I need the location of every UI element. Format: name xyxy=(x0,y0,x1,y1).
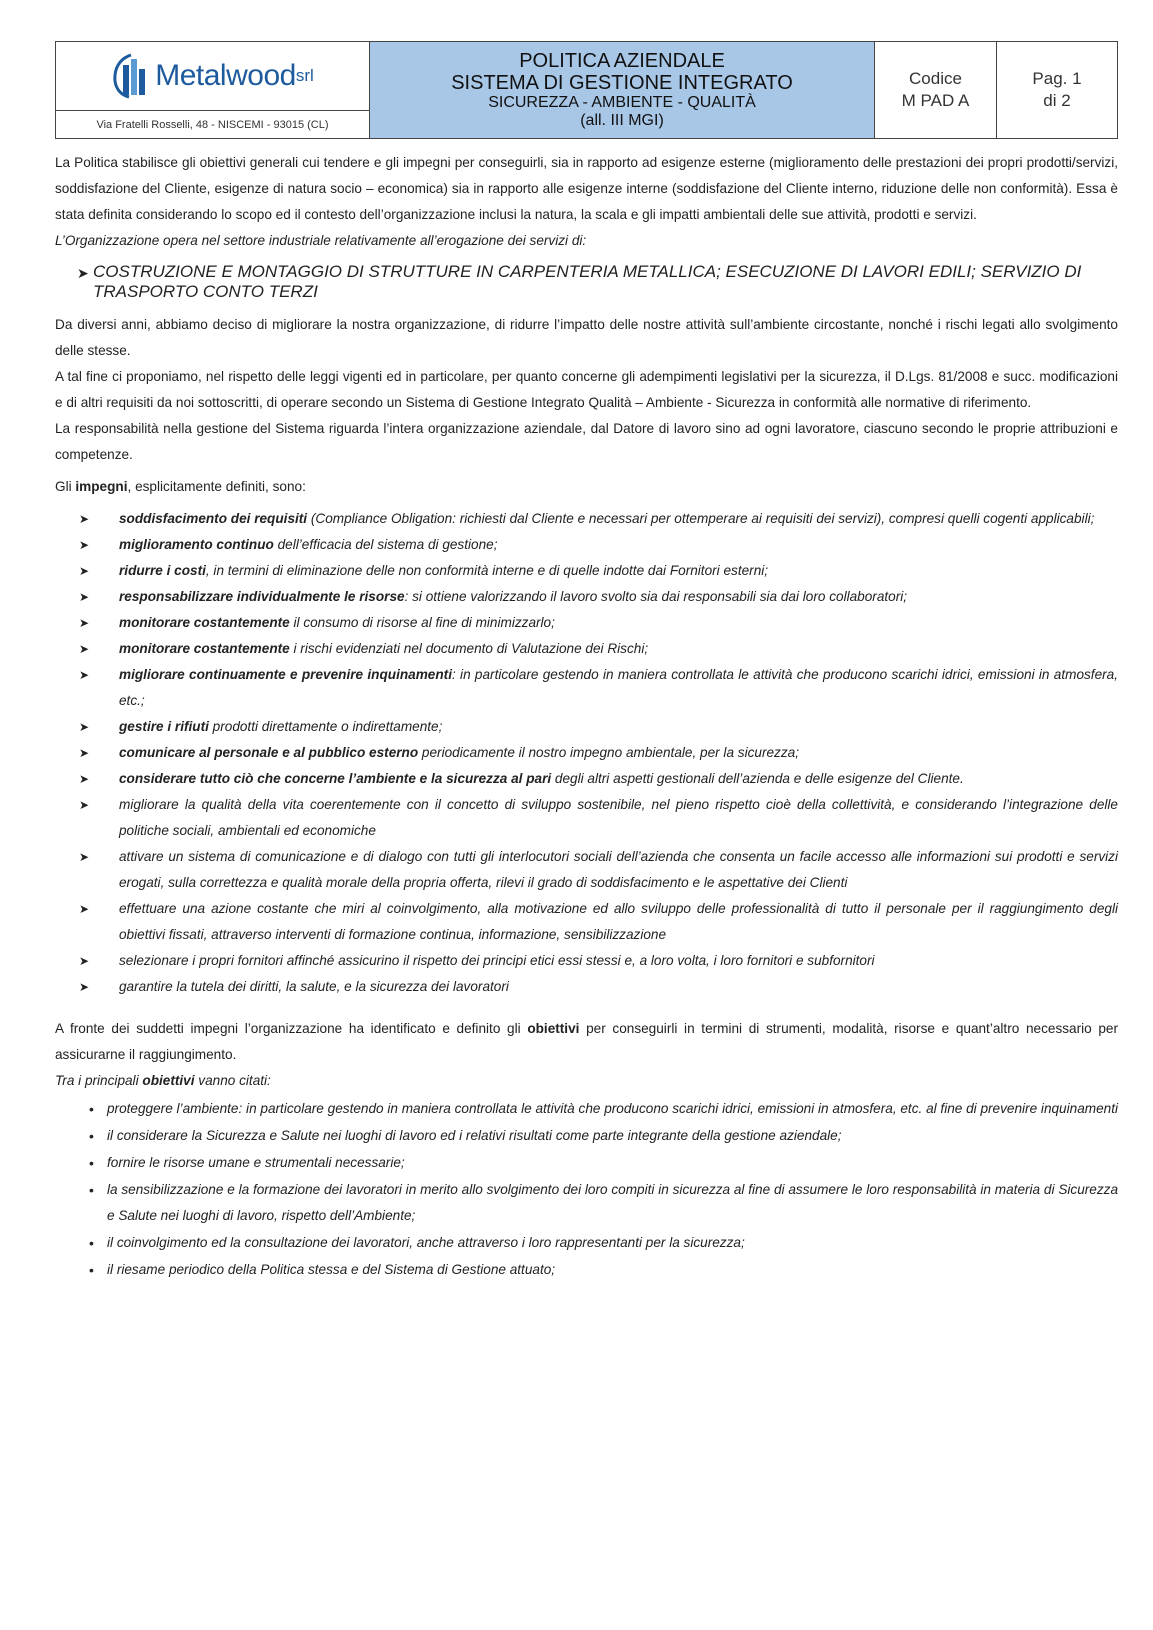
list-item xyxy=(55,506,1118,532)
list-item-text: soddisfacimento dei requisiti (Compliance Obligation: richiesti dal Cliente e necessari per ottemperare ai requisiti dei servizi), compresi quelli cogenti applicabili; xyxy=(119,511,1095,526)
document-header xyxy=(55,41,1118,139)
list-item xyxy=(55,1257,1118,1283)
list-item-text: responsabilizzare individualmente le risorse: si ottiene valorizzando il lavoro svolto sia dai responsabili sia dai loro collaboratori; xyxy=(119,589,908,604)
arrow-bullet-icon: ➤ xyxy=(79,564,90,578)
list-item xyxy=(55,1096,1118,1122)
code-value: M PAD A xyxy=(901,91,970,110)
services-text: COSTRUZIONE E MONTAGGIO DI STRUTTURE IN CARPENTERIA METALLICA; ESECUZIONE DI LAVORI EDILI; SERVIZIO DI TRASPORTO CONTO TERZI xyxy=(93,262,1082,301)
paragraph-3: La responsabilità nella gestione del Sistema riguarda l’intera organizzazione aziendale, dal Datore di lavoro sino ad ogni lavoratore, ciascuno secondo le proprie attribuzioni e competenze. xyxy=(55,421,1118,462)
arrow-bullet-icon: ➤ xyxy=(79,772,90,786)
list-item-text: attivare un sistema di comunicazione e di dialogo con tutti gli interlocutori sociali dell’azienda che consenta un facile accesso alle informazioni sui prodotti e servizi erogati, sulla correttezza e qualità morale della propria offerta, rilevi il grado di soddisfacimento e le aspettative dei Clienti xyxy=(119,849,1118,890)
title-line-4: (all. III MGI) xyxy=(580,112,664,130)
title-line-1: POLITICA AZIENDALE xyxy=(519,49,725,72)
company-address: Via Fratelli Rosselli, 48 - NISCEMI - 93015 (CL) xyxy=(56,110,369,138)
arrow-bullet-icon: ➤ xyxy=(79,668,90,682)
list-item-text: miglioramento continuo dell’efficacia del sistema di gestione; xyxy=(119,537,498,552)
title-line-3: SICUREZZA - AMBIENTE - QUALITÀ xyxy=(488,94,756,112)
list-item-text: monitorare costantemente i rischi evidenziati nel documento di Valutazione dei Rischi; xyxy=(119,641,649,656)
list-item-text: migliorare continuamente e prevenire inquinamenti: in particolare gestendo in maniera controllata le attività che producono scarichi idrici, emissioni in atmosfera, etc.; xyxy=(119,667,1118,708)
arrow-bullet-icon: ➤ xyxy=(79,746,90,760)
arrow-bullet-icon: ➤ xyxy=(79,642,90,656)
logo-suffix: srl xyxy=(295,66,314,85)
obiettivi-list xyxy=(55,1096,1118,1283)
dot-bullet-icon: • xyxy=(89,1155,94,1171)
company-logo xyxy=(56,42,369,110)
arrow-bullet-icon: ➤ xyxy=(79,850,90,864)
services-item xyxy=(55,262,1118,302)
logo-name: Metalwood xyxy=(155,59,296,92)
list-item xyxy=(55,792,1118,844)
arrow-bullet-icon: ➤ xyxy=(79,954,90,968)
list-item-text: gestire i rifiuti prodotti direttamente o indirettamente; xyxy=(119,719,443,734)
list-item xyxy=(55,1123,1118,1149)
list-item xyxy=(55,662,1118,714)
list-item xyxy=(55,1150,1118,1176)
sector-paragraph: L’Organizzazione opera nel settore industriale relativamente all’erogazione dei servizi di: xyxy=(55,233,587,248)
arrow-bullet-icon: ➤ xyxy=(79,902,90,916)
page-label: Pag. 1 xyxy=(1032,68,1082,88)
list-item-text: proteggere l’ambiente: in particolare gestendo in maniera controllata le attività che producono scarichi idrici, emissioni in atmosfera, etc. al fine di prevenire inquinamenti xyxy=(107,1101,1119,1116)
paragraph-2: A tal fine ci proponiamo, nel rispetto delle leggi vigenti ed in particolare, per quanto concerne gli adempimenti legislativi per la sicurezza, il D.Lgs. 81/2008 e succ. modificazioni e di altri requisiti da noi sottoscritti, di operare secondo un Sistema di Gestione Integrato Qualità – Ambiente - Sicurezza in conformità alle normative di riferimento. xyxy=(55,369,1118,410)
list-item-text: comunicare al personale e al pubblico esterno periodicamente il nostro impegno ambientale, per la sicurezza; xyxy=(119,745,799,760)
list-item-text: il considerare la Sicurezza e Salute nei luoghi di lavoro ed i relativi risultati come parte integrante della gestione aziendale; xyxy=(107,1128,842,1143)
list-item-text: ridurre i costi, in termini di eliminazione delle non conformità interne e di quelle indotte dai Fornitori esterni; xyxy=(119,563,769,578)
list-item-text: considerare tutto ciò che concerne l’ambiente e la sicurezza al pari degli altri aspetti gestionali dell’azienda e delle esigenze del Cliente. xyxy=(119,771,964,786)
intro-paragraph: La Politica stabilisce gli obiettivi generali cui tendere e gli impegni per conseguirli, sia in rapporto ad esigenze esterne (miglioramento delle prestazioni dei propri prodotti/servizi, soddisfazione del Cliente, esigenze di natura socio – economica) sia in rapporto alle esigenze interne (soddisfazione del Cliente interno, riduzione delle non conformità). Essa è stata definita considerando lo scopo ed il contesto dell’organizzazione inclusi la natura, la scala e gli impatti ambientali delle sue attività, prodotti e servizi. xyxy=(55,155,1118,222)
arrow-bullet-icon: ➤ xyxy=(79,720,90,734)
document-body xyxy=(55,150,1118,1284)
dot-bullet-icon: • xyxy=(89,1262,94,1278)
dot-bullet-icon: • xyxy=(89,1101,94,1117)
arrow-bullet-icon: ➤ xyxy=(77,265,89,281)
list-item xyxy=(55,636,1118,662)
paragraph-1: Da diversi anni, abbiamo deciso di migliorare la nostra organizzazione, di ridurre l’impatto delle nostre attività sull’ambiente circostante, nonché i rischi legati allo svolgimento delle stesse. xyxy=(55,317,1118,358)
list-item-text: migliorare la qualità della vita coerentemente con il concetto di sviluppo sostenibile, nel pieno rispetto cioè della collettività, e considerando l’integrazione delle politiche sociali, ambientali ed economiche xyxy=(119,797,1118,838)
list-item xyxy=(55,896,1118,948)
title-cell xyxy=(370,42,875,138)
list-item xyxy=(55,766,1118,792)
obiettivi-lead: Tra i principali obiettivi vanno citati: xyxy=(55,1073,271,1088)
logo-cell xyxy=(56,42,370,138)
impegni-intro: Gli impegni, esplicitamente definiti, sono: xyxy=(55,479,306,494)
list-item-text: il coinvolgimento ed la consultazione dei lavoratori, anche attraverso i loro rappresentanti per la sicurezza; xyxy=(107,1235,745,1250)
page-number-cell xyxy=(997,42,1117,138)
list-item xyxy=(55,974,1118,1000)
list-item-text: il riesame periodico della Politica stessa e del Sistema di Gestione attuato; xyxy=(107,1262,556,1277)
list-item xyxy=(55,532,1118,558)
list-item xyxy=(55,714,1118,740)
arrow-bullet-icon: ➤ xyxy=(79,590,90,604)
arrow-bullet-icon: ➤ xyxy=(79,512,90,526)
building-logo-icon xyxy=(111,53,151,99)
list-item xyxy=(55,610,1118,636)
dot-bullet-icon: • xyxy=(89,1182,94,1198)
arrow-bullet-icon: ➤ xyxy=(79,798,90,812)
list-item-text: selezionare i propri fornitori affinché assicurino il rispetto dei principi etici essi stessi e, a loro volta, i loro fornitori e subfornitori xyxy=(119,953,875,968)
code-label: Codice xyxy=(909,68,962,88)
list-item-text: fornire le risorse umane e strumentali necessarie; xyxy=(107,1155,405,1170)
arrow-bullet-icon: ➤ xyxy=(79,980,90,994)
arrow-bullet-icon: ➤ xyxy=(79,616,90,630)
list-item-text: effettuare una azione costante che miri al coinvolgimento, alla motivazione ed allo sviluppo delle professionalità di tutto il personale per il raggiungimento degli obiettivi fissati, attraverso interventi di formazione continua, informazione, sensibilizzazione xyxy=(119,901,1118,942)
list-item xyxy=(55,740,1118,766)
list-item xyxy=(55,584,1118,610)
list-item xyxy=(55,558,1118,584)
list-item xyxy=(55,1177,1118,1229)
list-item-text: monitorare costantemente il consumo di risorse al fine di minimizzarlo; xyxy=(119,615,555,630)
dot-bullet-icon: • xyxy=(89,1235,94,1251)
list-item-text: garantire la tutela dei diritti, la salute, e la sicurezza dei lavoratori xyxy=(119,979,509,994)
page-of: di 2 xyxy=(1043,91,1071,110)
dot-bullet-icon: • xyxy=(89,1128,94,1144)
code-cell xyxy=(875,42,997,138)
list-item-text: la sensibilizzazione e la formazione dei lavoratori in merito allo svolgimento dei loro compiti in sicurezza al fine di assumere le loro responsabilità in materia di Sicurezza e Salute nei luoghi di lavoro, rispetto dell’Ambiente; xyxy=(107,1182,1118,1223)
title-line-2: SISTEMA DI GESTIONE INTEGRATO xyxy=(451,72,793,95)
impegni-list xyxy=(55,506,1118,1000)
list-item xyxy=(55,948,1118,974)
arrow-bullet-icon: ➤ xyxy=(79,538,90,552)
list-item xyxy=(55,1230,1118,1256)
obiettivi-intro: A fronte dei suddetti impegni l’organizzazione ha identificato e definito gli obiettivi per conseguirli in termini di strumenti, modalità, risorse e quant’altro necessario per assicurarne il raggiungimento. xyxy=(55,1021,1119,1062)
list-item xyxy=(55,844,1118,896)
